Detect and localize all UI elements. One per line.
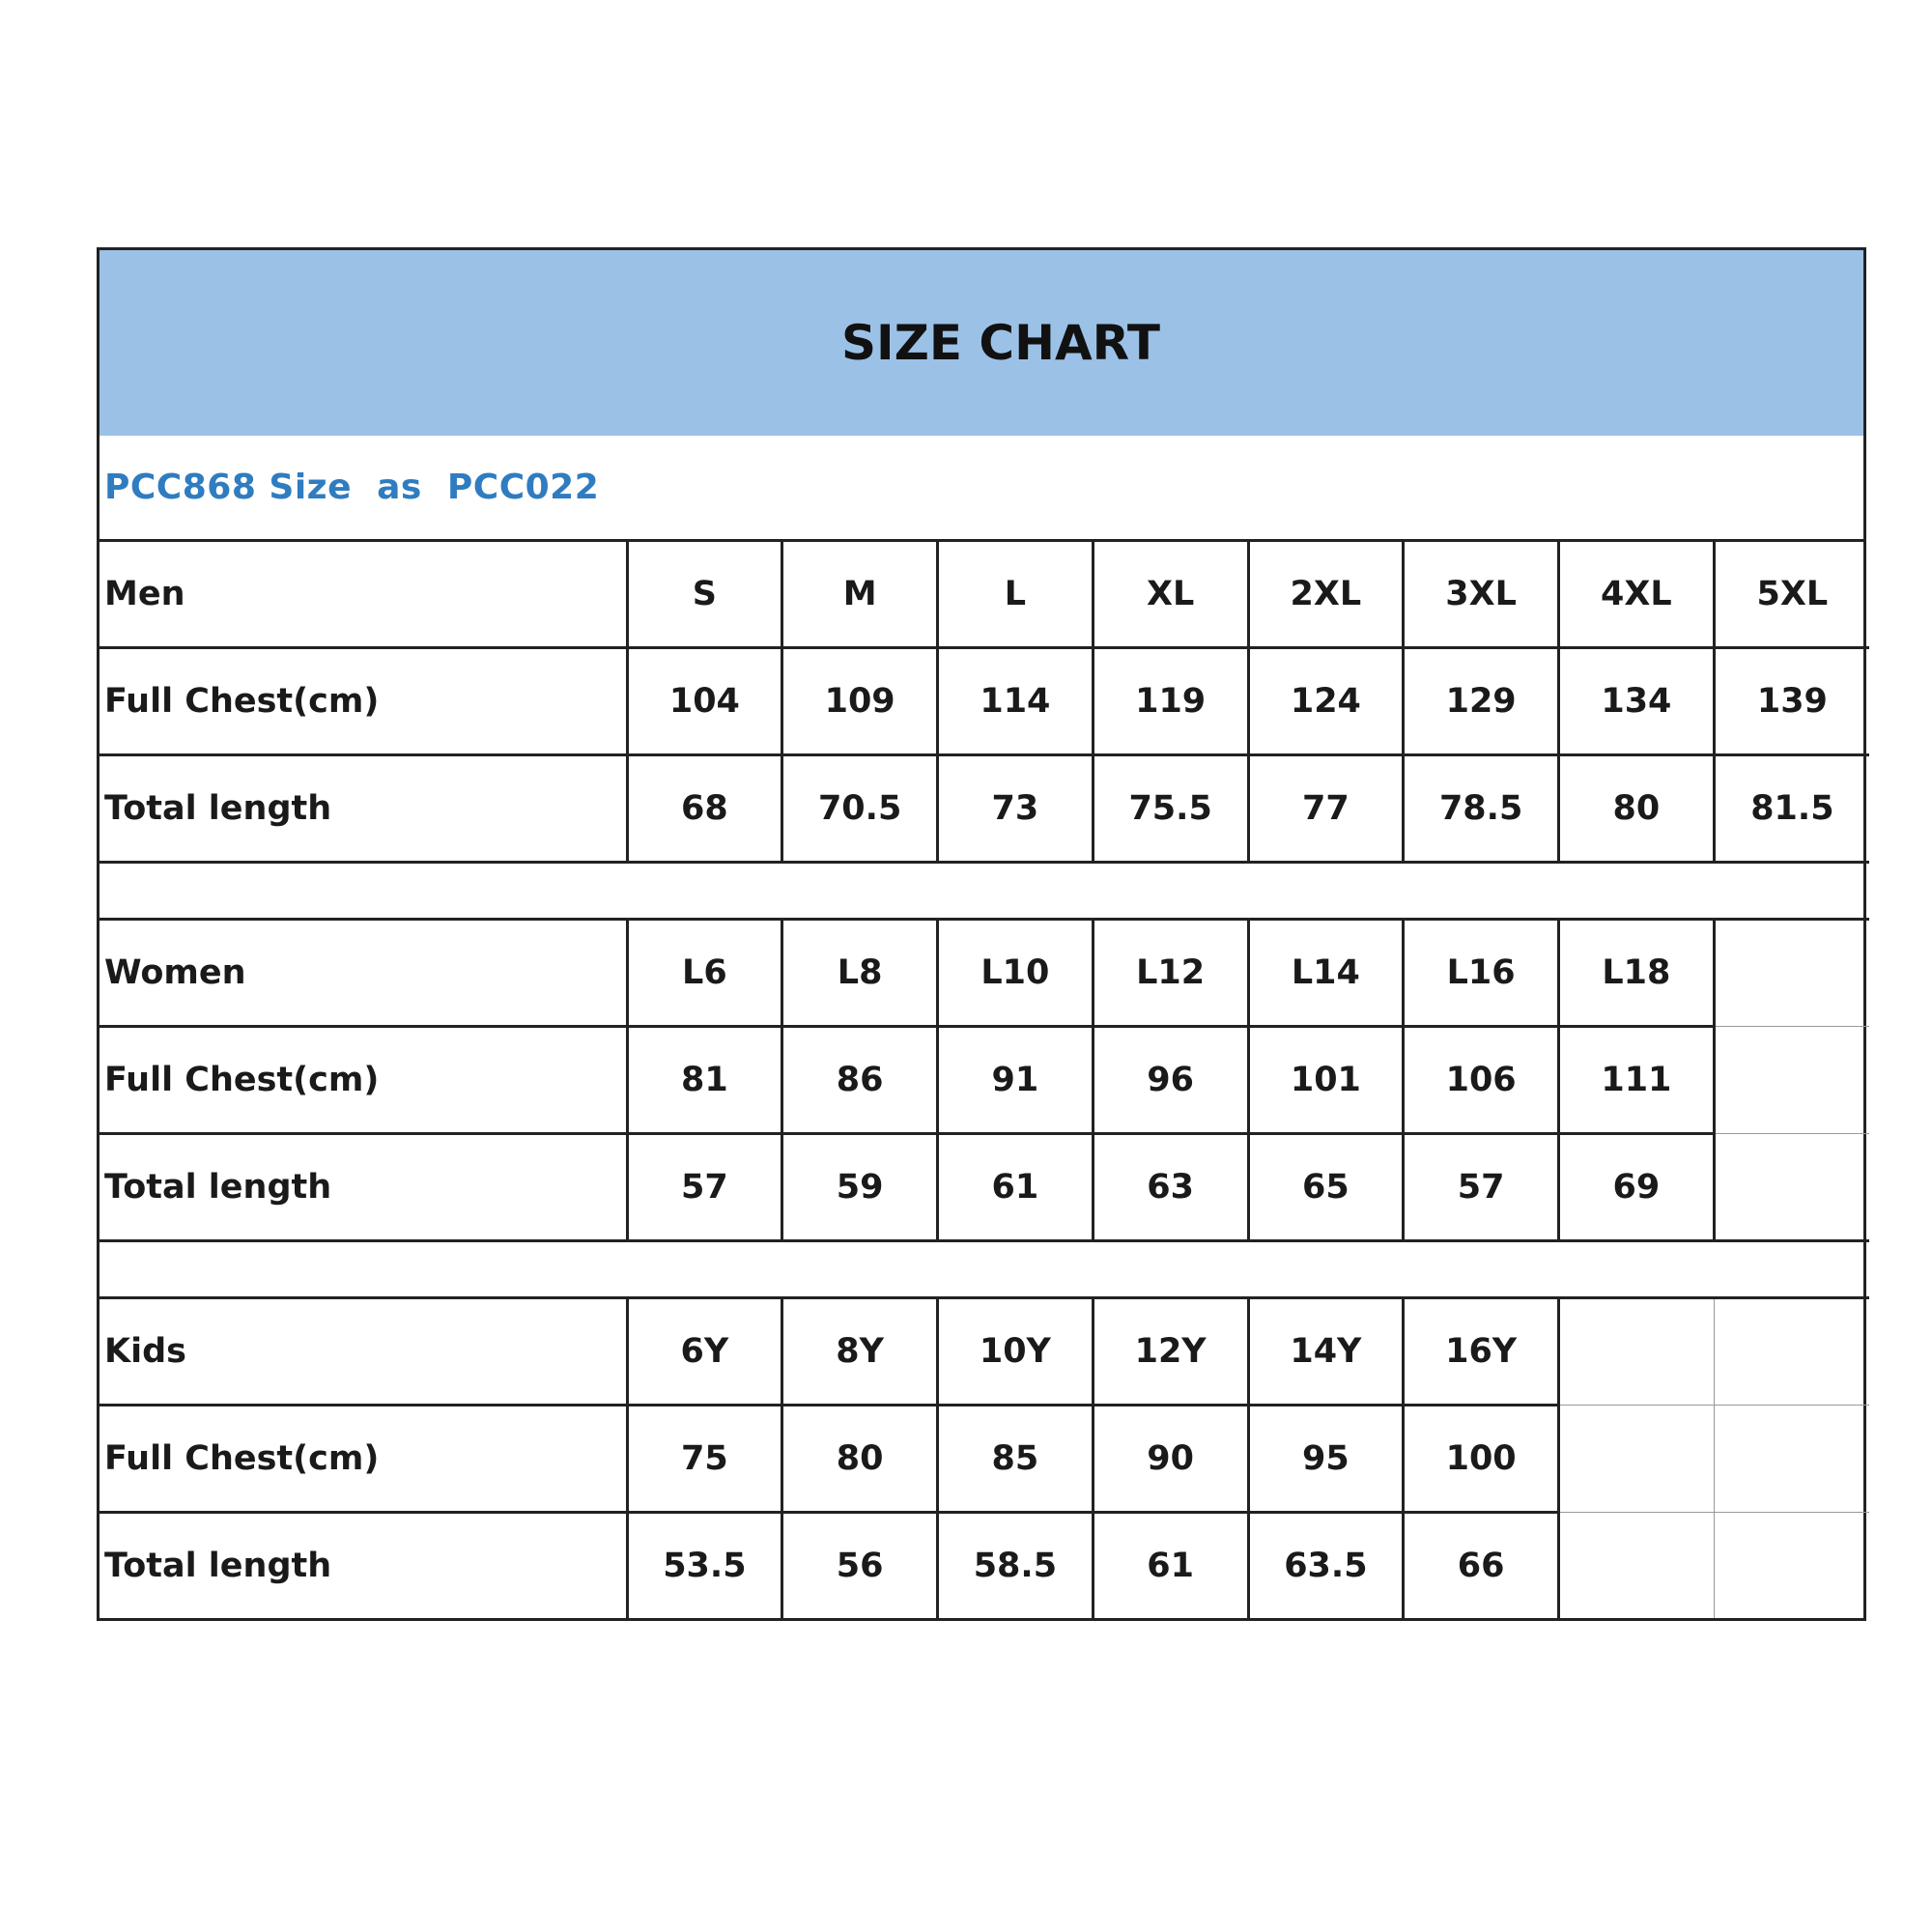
empty-cell [1559, 1298, 1715, 1406]
measurement-cell: 114 [938, 648, 1094, 755]
size-header-cell: 5XL [1714, 542, 1869, 648]
kids-row [99, 1513, 1869, 1619]
section-spacer [99, 1241, 1869, 1298]
measurement-cell: 81 [627, 1027, 782, 1134]
size-header-cell: 8Y [782, 1298, 938, 1406]
size-header-cell: 2XL [1248, 542, 1404, 648]
section-spacer [99, 863, 1869, 920]
chart-title: SIZE CHART [840, 315, 1161, 371]
row-label: Full Chest(cm) [99, 1027, 627, 1134]
women-row [99, 1134, 1869, 1241]
measurement-cell: 129 [1404, 648, 1559, 755]
empty-cell [1714, 1027, 1869, 1134]
empty-cell [1714, 1134, 1869, 1241]
measurement-cell: 109 [782, 648, 938, 755]
measurement-cell: 65 [1248, 1134, 1404, 1241]
row-label: Full Chest(cm) [99, 1406, 627, 1513]
measurement-cell: 57 [1404, 1134, 1559, 1241]
measurement-cell: 75.5 [1093, 755, 1248, 863]
size-header-cell: 6Y [627, 1298, 782, 1406]
measurement-cell: 81.5 [1714, 755, 1869, 863]
kids-row [99, 1406, 1869, 1513]
measurement-cell: 106 [1404, 1027, 1559, 1134]
subtitle-row [99, 436, 1863, 542]
measurement-cell: 90 [1093, 1406, 1248, 1513]
row-label: Women [99, 920, 627, 1027]
women-row [99, 920, 1869, 1027]
empty-cell [1559, 1513, 1715, 1619]
row-label: Kids [99, 1298, 627, 1406]
row-label: Total length [99, 1513, 627, 1619]
size-header-cell: 16Y [1404, 1298, 1559, 1406]
empty-cell [1714, 1513, 1869, 1619]
measurement-cell: 119 [1093, 648, 1248, 755]
measurement-cell: 61 [938, 1134, 1094, 1241]
measurement-cell: 80 [782, 1406, 938, 1513]
size-header-cell: 4XL [1559, 542, 1715, 648]
measurement-cell: 86 [782, 1027, 938, 1134]
measurement-cell: 70.5 [782, 755, 938, 863]
measurement-cell: 63.5 [1248, 1513, 1404, 1619]
size-header-cell: M [782, 542, 938, 648]
size-header-cell: 14Y [1248, 1298, 1404, 1406]
kids-row [99, 1298, 1869, 1406]
size-header-cell: L8 [782, 920, 938, 1027]
row-label: Total length [99, 755, 627, 863]
row-label: Men [99, 542, 627, 648]
measurement-cell: 78.5 [1404, 755, 1559, 863]
chart-subtitle: PCC868 Size as PCC022 [104, 468, 600, 507]
measurement-cell: 100 [1404, 1406, 1559, 1513]
size-header-cell: L6 [627, 920, 782, 1027]
size-header-cell: L [938, 542, 1094, 648]
row-label: Full Chest(cm) [99, 648, 627, 755]
size-header-cell: L14 [1248, 920, 1404, 1027]
spacer-cell [99, 863, 1869, 920]
empty-cell [1714, 1298, 1869, 1406]
measurement-cell: 91 [938, 1027, 1094, 1134]
size-header-cell: S [627, 542, 782, 648]
women-row [99, 1027, 1869, 1134]
size-header-cell: 12Y [1093, 1298, 1248, 1406]
size-header-cell: L12 [1093, 920, 1248, 1027]
size-header-cell: L16 [1404, 920, 1559, 1027]
measurement-cell: 101 [1248, 1027, 1404, 1134]
men-row [99, 648, 1869, 755]
size-header-cell: L10 [938, 920, 1094, 1027]
measurement-cell: 124 [1248, 648, 1404, 755]
men-row [99, 542, 1869, 648]
measurement-cell: 96 [1093, 1027, 1248, 1134]
size-header-cell: 10Y [938, 1298, 1094, 1406]
measurement-cell: 63 [1093, 1134, 1248, 1241]
size-header-cell: 3XL [1404, 542, 1559, 648]
men-row [99, 755, 1869, 863]
measurement-cell: 95 [1248, 1406, 1404, 1513]
spacer-cell [99, 1241, 1869, 1298]
measurement-cell: 80 [1559, 755, 1715, 863]
empty-cell [1714, 1406, 1869, 1513]
measurement-cell: 66 [1404, 1513, 1559, 1619]
size-table-body [99, 542, 1869, 1618]
measurement-cell: 73 [938, 755, 1094, 863]
size-header-cell: L18 [1559, 920, 1715, 1027]
empty-cell [1714, 920, 1869, 1027]
measurement-cell: 111 [1559, 1027, 1715, 1134]
measurement-cell: 58.5 [938, 1513, 1094, 1619]
measurement-cell: 134 [1559, 648, 1715, 755]
measurement-cell: 139 [1714, 648, 1869, 755]
size-header-cell: XL [1093, 542, 1248, 648]
measurement-cell: 68 [627, 755, 782, 863]
measurement-cell: 85 [938, 1406, 1094, 1513]
measurement-cell: 77 [1248, 755, 1404, 863]
size-table [99, 542, 1869, 1618]
row-label: Total length [99, 1134, 627, 1241]
title-band [99, 250, 1863, 436]
measurement-cell: 53.5 [627, 1513, 782, 1619]
size-chart [97, 247, 1866, 1621]
measurement-cell: 75 [627, 1406, 782, 1513]
measurement-cell: 104 [627, 648, 782, 755]
measurement-cell: 56 [782, 1513, 938, 1619]
measurement-cell: 59 [782, 1134, 938, 1241]
measurement-cell: 57 [627, 1134, 782, 1241]
measurement-cell: 61 [1093, 1513, 1248, 1619]
empty-cell [1559, 1406, 1715, 1513]
measurement-cell: 69 [1559, 1134, 1715, 1241]
